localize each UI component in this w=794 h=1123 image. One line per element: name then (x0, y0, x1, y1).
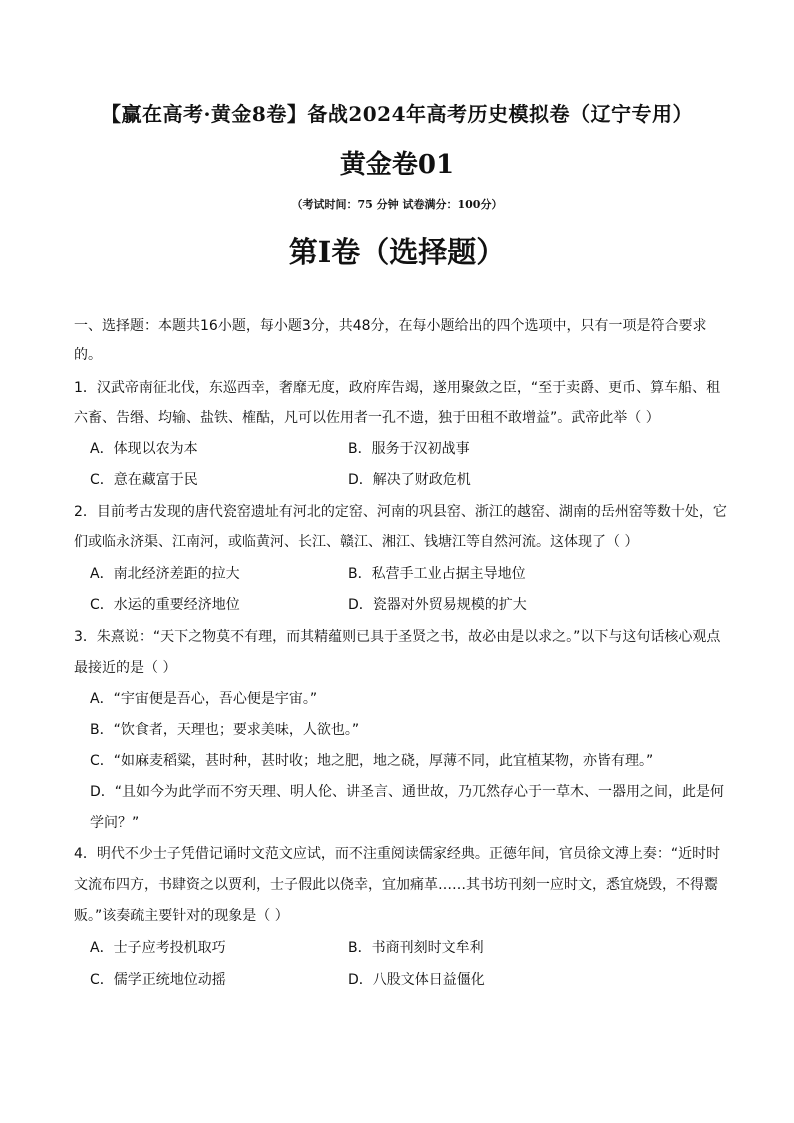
question-4-stem: 贩。”该奏疏主要针对的现象是（ ） (74, 908, 289, 924)
question-4-stem: 4．明代不少士子凭借记诵时文范文应试，而不注重阅读儒家经典。正德年间，官员徐文溥上奏：“近时时 (74, 846, 721, 862)
question-4-option-c: C．儒学正统地位动摇 (90, 972, 226, 988)
instructions-line: 一、选择题：本题共16小题，每小题3分，共48分，在每小题给出的四个选项中，只有一项是符合要求 (74, 318, 707, 334)
question-3-stem: 3．朱熹说：“天下之物莫不有理，而其精蕴则已具于圣贤之书，故必由是以求之。”以下与这句话核心观点 (74, 629, 721, 645)
question-3-option-c: C．“如麻麦稻粱，甚时种，甚时收；地之肥，地之硗，厚薄不同，此宜植某物，亦皆有理。” (90, 753, 654, 769)
question-1-stem: 六畜、告缗、均输、盐铁、榷酤，凡可以佐用者一孔不遗，独于田租不敢增益”。武帝此举（ ） (74, 410, 660, 426)
question-2-option-a: A．南北经济差距的拉大 (90, 566, 240, 582)
question-3-stem: 最接近的是（ ） (74, 660, 177, 676)
section-title: 第I卷（选择题） (288, 235, 506, 269)
question-2-stem: 们或临永济渠、江南河，或临黄河、长江、赣江、湘江、钱塘江等自然河流。这体现了（ ） (74, 534, 639, 550)
paper-title: 黄金卷01 (339, 150, 455, 180)
question-4-option-d: D．八股文体日益僵化 (348, 972, 485, 988)
exam-info: （考试时间：75 分钟 试卷满分：100分） (291, 198, 503, 211)
question-4-stem: 文流布四方，书肆资之以贾利，士子假此以侥幸，宜加痛革……其书坊刊刻一应时文，悉宜烧毁，不得鬻 (74, 877, 718, 893)
question-2-option-b: B．私营手工业占据主导地位 (348, 566, 526, 582)
question-1-option-c: C．意在藏富于民 (90, 472, 198, 488)
question-1-option-d: D．解决了财政危机 (348, 472, 471, 488)
question-2-stem: 2．目前考古发现的唐代瓷窑遗址有河北的定窑、河南的巩县窑、浙江的越窑、湖南的岳州窑等数十处，它 (74, 504, 727, 520)
question-1-option-a: A．体现以农为本 (90, 441, 198, 457)
question-4-option-b: B．书商刊刻时文牟利 (348, 940, 484, 956)
instructions-line: 的。 (74, 347, 102, 363)
question-3-option-d-cont: 学问？” (90, 815, 140, 831)
series-title: 【赢在高考·黄金8卷】备战2024年高考历史模拟卷（辽宁专用） (100, 102, 694, 126)
question-1-option-b: B．服务于汉初战事 (348, 441, 470, 457)
question-3-option-d: D．“且如今为此学而不穷天理、明人伦、讲圣言、通世故，乃兀然存心于一草木、一器用之间，此是何 (90, 784, 725, 800)
question-2-option-c: C．水运的重要经济地位 (90, 597, 240, 613)
question-3-option-a: A．“宇宙便是吾心，吾心便是宇宙。” (90, 691, 318, 707)
question-1-stem: 1．汉武帝南征北伐，东巡西幸，奢靡无度，政府库告竭，遂用聚敛之臣，“至于卖爵、更币、算车船、租 (74, 380, 721, 396)
question-3-option-b: B．“饮食者，天理也；要求美味，人欲也。” (90, 722, 360, 738)
question-2-option-d: D．瓷器对外贸易规模的扩大 (348, 597, 527, 613)
question-4-option-a: A．士子应考投机取巧 (90, 940, 226, 956)
